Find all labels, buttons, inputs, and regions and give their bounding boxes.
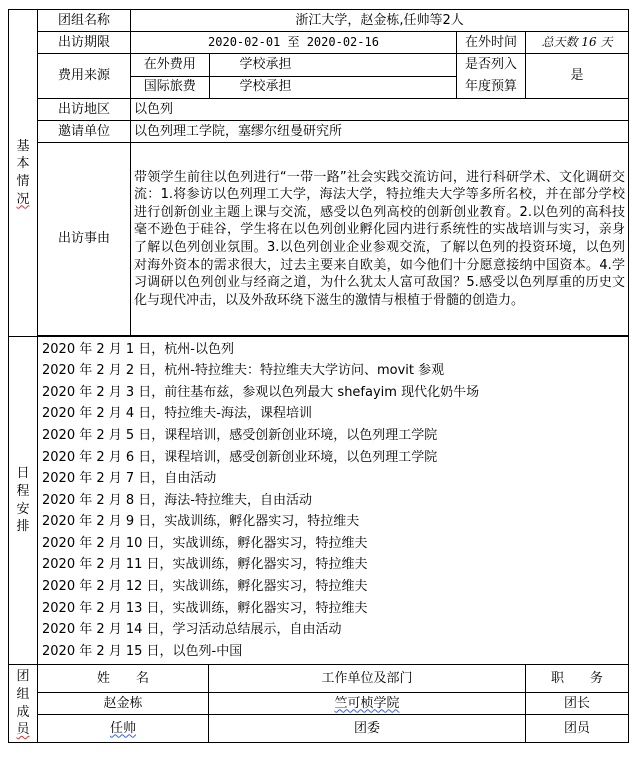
invite-value: 以色列理工学院，塞缪尔纽曼研究所 xyxy=(131,121,629,143)
table-row xyxy=(9,693,629,715)
section-schedule: 日 程 安 排 xyxy=(9,337,38,665)
member-header-unit: 工作单位及部门 xyxy=(209,665,526,693)
group-name-value: 浙江大学，赵金栋,任帅等2人 xyxy=(131,10,629,32)
schedule-item: 2020 年 2 月 1 日，杭州-以色列 xyxy=(42,341,234,357)
section-members: 团 组 成 员 xyxy=(9,665,38,743)
schedule-item: 2020 年 2 月 10 日，实战训练，孵化器实习，特拉维夫 xyxy=(42,535,368,551)
schedule-item: 2020 年 2 月 13 日，实战训练，孵化器实习，特拉维夫 xyxy=(42,600,368,616)
schedule-item: 2020 年 2 月 4 日，特拉维夫-海法，课程培训 xyxy=(42,406,312,422)
schedule-item: 2020 年 2 月 9 日，实战训练，孵化器实习，特拉维夫 xyxy=(42,514,360,530)
schedule-item: 2020 年 2 月 7 日，自由活动 xyxy=(42,471,217,487)
member-name: 任帅 xyxy=(109,720,136,736)
region-value: 以色列 xyxy=(131,99,629,121)
schedule-item: 2020 年 2 月 3 日，前往基布兹，参观以色列最大 shefayim 现代化奶牛场 xyxy=(42,384,480,400)
member-title: 团长 xyxy=(526,693,629,715)
schedule-item: 2020 年 2 月 8 日，海法-特拉维夫，自由活动 xyxy=(42,492,312,508)
application-form-table xyxy=(8,9,629,743)
reason-value: 带领学生前往以色列进行“一带一路”社会实践交流访问，进行科研学术、文化调研交流：1.将参访以色列理工大学，海法大学，特拉维夫大学等多所名校，并在部分学校进行创新创业主题上课与交流，感受以色列高校的创新创业教育。2.以色列的高科技毫不逊色于硅谷，学生将在以色列创业孵化园内进行系统性的实战培训与实习，亲身了解以色列创业氛围。3.以色列创业企业参观交流，了解以色列的投资环境，以色列对海外资本的需求很大，过去主要来自欧美，如今他们十分愿意接纳中国资本。4.学习调研以色列创业与经商之道，为什么犹太人富可敌国？5.感受以色列厚重的历史文化与现代冲击，以及外敌环绕下滋生的激情与根植于骨髓的创造力。 xyxy=(131,143,629,336)
table-row xyxy=(9,715,629,743)
abroad-time-label: 在外时间 xyxy=(457,32,526,54)
budget-value: 是 xyxy=(526,54,629,99)
member-name: 赵金栋 xyxy=(38,693,209,715)
schedule-item: 2020 年 2 月 11 日，实战训练，孵化器实习，特拉维夫 xyxy=(42,557,368,573)
region-label: 出访地区 xyxy=(38,99,131,121)
member-header-title: 职 务 xyxy=(526,665,629,693)
abroad-cost-label: 在外费用 xyxy=(131,54,209,76)
budget-label: 是否列入年度预算 xyxy=(457,54,526,99)
group-name-label: 团组名称 xyxy=(38,10,131,32)
period-label: 出访期限 xyxy=(38,32,131,54)
schedule-item: 2020 年 2 月 2 日，杭州-特拉维夫：特拉维夫大学访问、movit 参观 xyxy=(42,363,445,379)
schedule-item: 2020 年 2 月 12 日，实战训练，孵化器实习，特拉维夫 xyxy=(42,579,368,595)
abroad-cost-value: 学校承担 xyxy=(209,54,456,76)
invite-label: 邀请单位 xyxy=(38,121,131,143)
schedule-item: 2020 年 2 月 15 日，以色列-中国 xyxy=(42,643,243,659)
member-unit: 团委 xyxy=(209,715,526,743)
funding-label: 费用来源 xyxy=(38,54,131,99)
schedule-item: 2020 年 2 月 6 日，课程培训，感受创新创业环境，以色列理工学院 xyxy=(42,449,438,465)
member-unit: 竺可桢学院 xyxy=(334,695,400,711)
travel-cost-label: 国际旅费 xyxy=(131,76,209,98)
travel-cost-value: 学校承担 xyxy=(209,76,456,98)
period-value: 2020-02-01 至 2020-02-16 xyxy=(131,32,457,54)
member-title: 团员 xyxy=(526,715,629,743)
member-header-name: 姓 名 xyxy=(38,665,209,693)
reason-label: 出访事由 xyxy=(38,143,131,336)
schedule-item: 2020 年 2 月 5 日，课程培训，感受创新创业环境，以色列理工学院 xyxy=(42,427,438,443)
funding-subtable xyxy=(131,54,456,98)
schedule-list xyxy=(38,337,629,665)
abroad-time-value: 总天数 16 天 xyxy=(526,32,629,54)
funding-detail xyxy=(131,54,457,99)
section-basic-info: 基 本 情 况 xyxy=(9,10,38,337)
schedule-item: 2020 年 2 月 14 日，学习活动总结展示，自由活动 xyxy=(42,622,342,638)
